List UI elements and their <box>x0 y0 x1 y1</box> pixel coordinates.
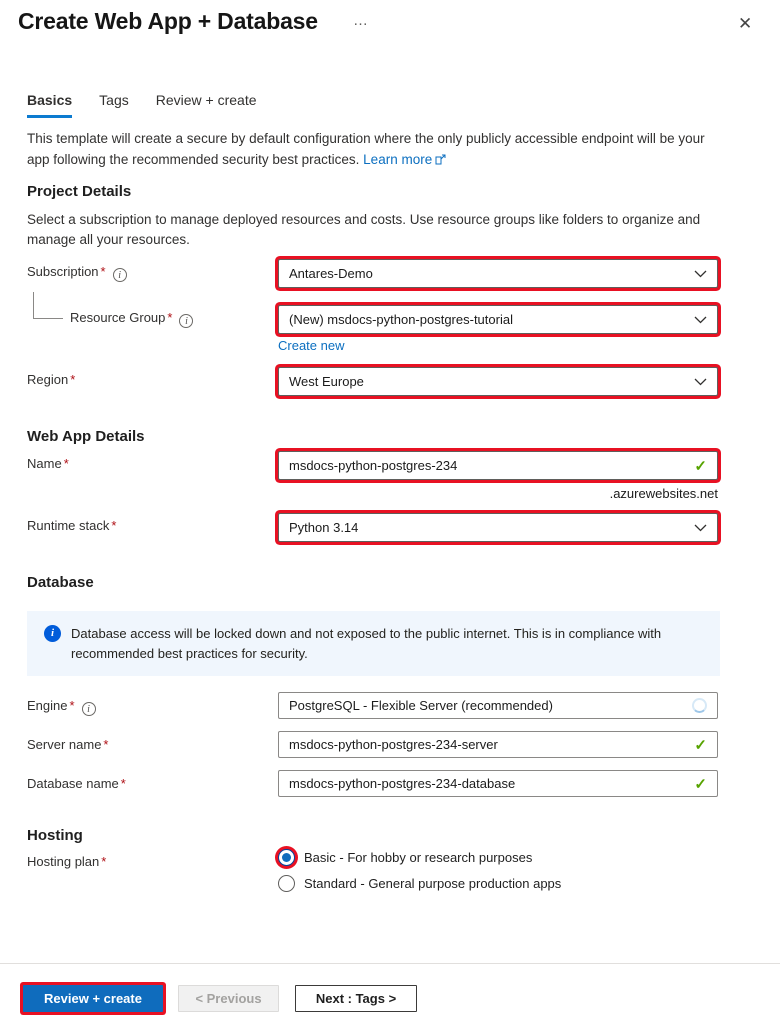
project-details-description: Select a subscription to manage deployed resources and costs. Use resource groups like folders to organize and manage all your resources. <box>27 212 701 248</box>
required-asterisk: * <box>69 698 75 713</box>
hosting-option-basic-label: Basic - For hobby or research purposes <box>304 850 533 865</box>
info-icon[interactable]: i <box>82 702 96 716</box>
hosting-plan-label-text: Hosting plan <box>27 854 100 869</box>
page-title: Create Web App + Database <box>18 8 318 34</box>
loading-spinner-icon <box>692 698 707 713</box>
server-name-value: msdocs-python-postgres-234-server <box>289 737 498 752</box>
region-label <box>27 372 75 387</box>
info-banner-icon: i <box>44 625 61 642</box>
valid-checkmark-icon: ✓ <box>694 457 707 475</box>
hosting-option-standard[interactable] <box>278 875 561 892</box>
info-banner-text: Database access will be locked down and not exposed to the public internet. This is in compliance with recommended best practices for security. <box>71 626 662 661</box>
runtime-stack-label <box>27 518 116 533</box>
external-link-icon <box>435 151 446 172</box>
engine-label <box>27 698 96 716</box>
footer-divider <box>0 963 780 964</box>
required-asterisk: * <box>100 264 106 279</box>
subscription-label-text: Subscription <box>27 264 99 279</box>
radio-unselected-icon[interactable] <box>278 875 295 892</box>
server-name-input[interactable] <box>278 731 718 758</box>
radio-selected-icon[interactable] <box>278 849 295 866</box>
database-heading: Database <box>27 574 94 591</box>
tab-review-create[interactable]: Review + create <box>155 92 257 108</box>
intro-text-body: This template will create a secure by default configuration where the only publicly accessible endpoint will be your app following the recommended security best practices. <box>27 131 705 167</box>
tab-basics[interactable]: Basics <box>27 92 72 118</box>
database-name-value: msdocs-python-postgres-234-database <box>289 776 516 791</box>
name-label <box>27 456 69 471</box>
database-name-label <box>27 776 126 791</box>
chevron-down-icon <box>694 520 707 535</box>
required-asterisk: * <box>101 854 107 869</box>
required-asterisk: * <box>103 737 109 752</box>
tab-tags[interactable]: Tags <box>99 92 129 108</box>
review-create-button[interactable]: Review + create <box>23 985 163 1012</box>
region-dropdown[interactable] <box>278 367 718 396</box>
info-icon[interactable]: i <box>113 268 127 282</box>
region-value: West Europe <box>289 374 364 389</box>
resource-group-value: (New) msdocs-python-postgres-tutorial <box>289 312 513 327</box>
subscription-label <box>27 264 127 282</box>
valid-checkmark-icon: ✓ <box>694 736 707 754</box>
database-name-label-text: Database name <box>27 776 119 791</box>
subscription-dropdown[interactable] <box>278 259 718 288</box>
hosting-plan-label <box>27 854 106 869</box>
project-details-heading: Project Details <box>27 183 132 200</box>
database-name-input[interactable] <box>278 770 718 797</box>
database-info-banner <box>27 611 720 676</box>
resource-group-dropdown[interactable] <box>278 305 718 334</box>
resource-group-label <box>70 310 193 328</box>
web-app-details-heading: Web App Details <box>27 428 145 445</box>
hosting-option-basic[interactable] <box>278 849 532 866</box>
resource-group-label-text: Resource Group <box>70 310 166 325</box>
subscription-value: Antares-Demo <box>289 266 373 281</box>
engine-input[interactable] <box>278 692 718 719</box>
chevron-down-icon <box>694 312 707 327</box>
hosting-heading: Hosting <box>27 827 83 844</box>
required-asterisk: * <box>70 372 76 387</box>
server-name-label <box>27 737 108 752</box>
valid-checkmark-icon: ✓ <box>694 775 707 793</box>
more-options-icon[interactable]: … <box>353 12 369 29</box>
tab-bar <box>27 92 257 118</box>
required-asterisk: * <box>120 776 126 791</box>
create-new-link[interactable]: Create new <box>278 338 345 353</box>
chevron-down-icon <box>694 266 707 281</box>
required-asterisk: * <box>63 456 69 471</box>
region-label-text: Region <box>27 372 69 387</box>
intro-text <box>27 129 727 172</box>
chevron-down-icon <box>694 374 707 389</box>
hosting-option-standard-label: Standard - General purpose production apps <box>304 876 562 891</box>
next-tags-button[interactable]: Next : Tags > <box>295 985 417 1012</box>
learn-more-link[interactable]: Learn more <box>363 151 433 167</box>
runtime-stack-value: Python 3.14 <box>289 520 359 535</box>
required-asterisk: * <box>167 310 173 325</box>
info-icon[interactable]: i <box>179 314 193 328</box>
runtime-stack-label-text: Runtime stack <box>27 518 110 533</box>
engine-label-text: Engine <box>27 698 68 713</box>
close-icon[interactable]: ✕ <box>738 14 753 33</box>
domain-suffix: .azurewebsites.net <box>609 486 718 501</box>
server-name-label-text: Server name <box>27 737 102 752</box>
engine-value: PostgreSQL - Flexible Server (recommended) <box>289 698 553 713</box>
runtime-stack-dropdown[interactable] <box>278 513 718 542</box>
resource-group-tree-connector <box>33 292 63 319</box>
name-value: msdocs-python-postgres-234 <box>289 458 458 473</box>
previous-button[interactable]: < Previous <box>178 985 279 1012</box>
name-input[interactable] <box>278 451 718 480</box>
required-asterisk: * <box>111 518 117 533</box>
name-label-text: Name <box>27 456 62 471</box>
